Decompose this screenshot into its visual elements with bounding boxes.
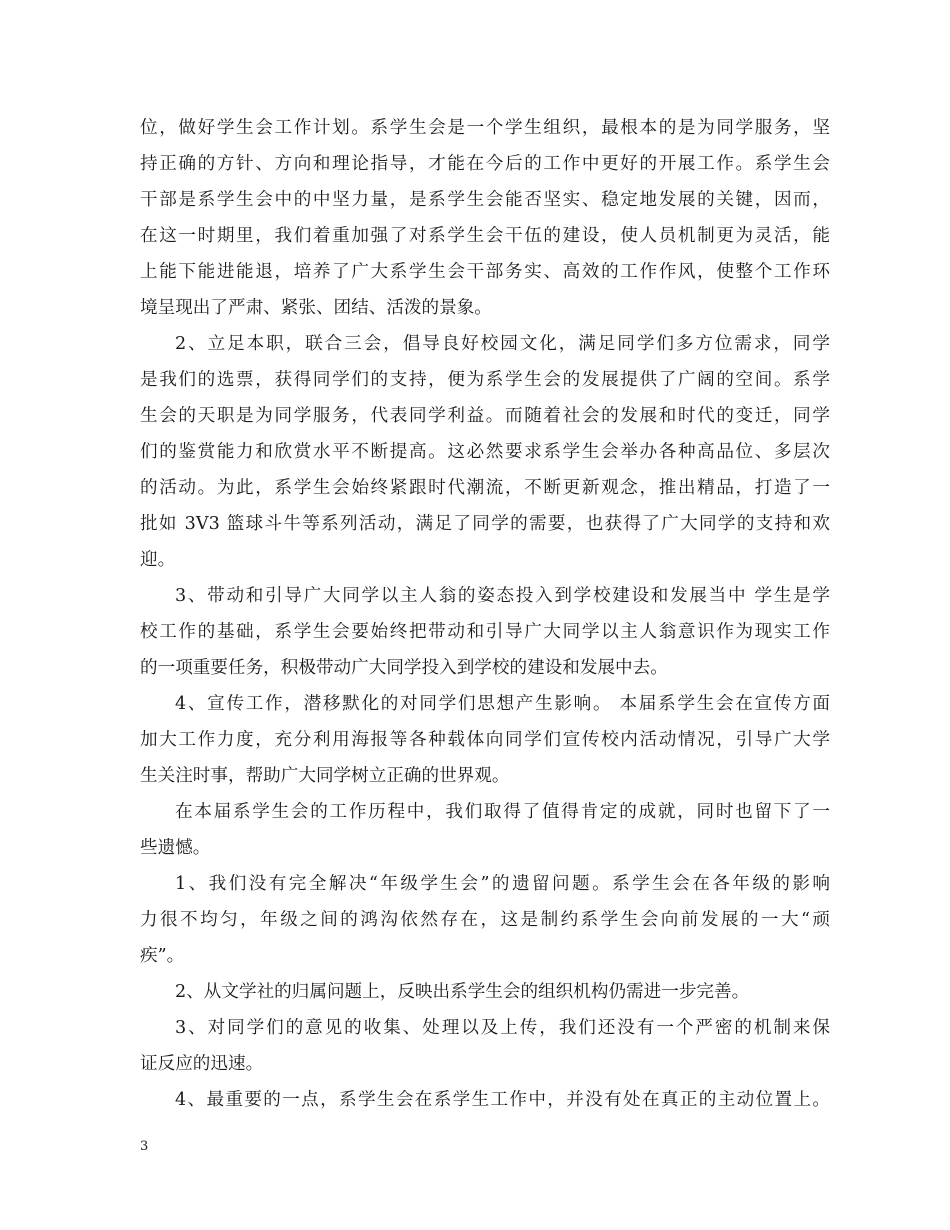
- text-line: 境呈现出了严肃、紧张、团结、活泼的景象。: [140, 298, 492, 318]
- text-line: 3、对同学们的意见的收集、处理以及上传，我们还没有一个严密的机制来保: [175, 1018, 830, 1038]
- text-line: 持正确的方针、方向和理论指导，才能在今后的工作中更好的开展工作。系学生会: [140, 154, 830, 174]
- text-line: 力很不均匀，年级之间的鸿沟依然存在，这是制约系学生会向前发展的一大“顽: [140, 910, 830, 930]
- text-line: 疾”。: [140, 946, 185, 966]
- text-line: 4、宣传工作，潜移默化的对同学们思想产生影响。 本届系学生会在宣传方面: [175, 694, 830, 714]
- text-line: 3、带动和引导广大同学以主人翁的姿态投入到学校建设和发展当中 学生是学: [175, 586, 830, 606]
- text-line: 干部是系学生会中的中坚力量，是系学生会能否坚实、稳定地发展的关键，因而，: [140, 190, 830, 210]
- text-line: 1、我们没有完全解决“年级学生会”的遗留问题。系学生会在各年级的影响: [175, 874, 830, 894]
- text-line: 校工作的基础，系学生会要始终把带动和引导广大同学以主人翁意识作为现实工作: [140, 622, 830, 642]
- text-line: 们的鉴赏能力和欣赏水平不断提高。这必然要求系学生会举办各种高品位、多层次: [140, 442, 830, 462]
- text-line: 迎。: [140, 550, 176, 570]
- text-line: 2、从文学社的归属问题上，反映出系学生会的组织机构仍需进一步完善。: [175, 982, 750, 1002]
- text-line: 生关注时事，帮助广大同学树立正确的世界观。: [140, 766, 510, 786]
- text-line: 是我们的选票，获得同学们的支持，便为系学生会的发展提供了广阔的空间。系学: [140, 370, 830, 390]
- text-line: 上能下能进能退，培养了广大系学生会干部务实、高效的工作作风，使整个工作环: [140, 262, 830, 282]
- text-line: 的活动。为此，系学生会始终紧跟时代潮流，不断更新观念，推出精品，打造了一: [140, 478, 830, 498]
- text-line: 些遗憾。: [140, 838, 211, 858]
- page-number: 3: [140, 1139, 149, 1154]
- text-line: 4、最重要的一点，系学生会在系学生工作中，并没有处在真正的主动位置上。: [175, 1090, 830, 1110]
- text-line: 在这一时期里，我们着重加强了对系学生会干伍的建设，使人员机制更为灵活，能: [140, 226, 830, 246]
- text-line: 的一项重要任务，积极带动广大同学投入到学校的建设和发展中去。: [140, 658, 668, 678]
- text-line: 批如 3V3 篮球斗牛等系列活动，满足了同学的需要，也获得了广大同学的支持和欢: [140, 514, 830, 534]
- text-line: 生会的天职是为同学服务，代表同学利益。而随着社会的发展和时代的变迁，同学: [140, 406, 830, 426]
- text-line: 2、立足本职，联合三会，倡导良好校园文化，满足同学们多方位需求，同学: [175, 334, 830, 354]
- text-line: 加大工作力度，充分利用海报等各种载体向同学们宣传校内活动情况，引导广大学: [140, 730, 830, 750]
- text-line: 位，做好学生会工作计划。系学生会是一个学生组织，最根本的是为同学服务，坚: [140, 118, 830, 138]
- text-line: 在本届系学生会的工作历程中，我们取得了值得肯定的成就，同时也留下了一: [175, 802, 830, 822]
- text-line: 证反应的迅速。: [140, 1054, 264, 1074]
